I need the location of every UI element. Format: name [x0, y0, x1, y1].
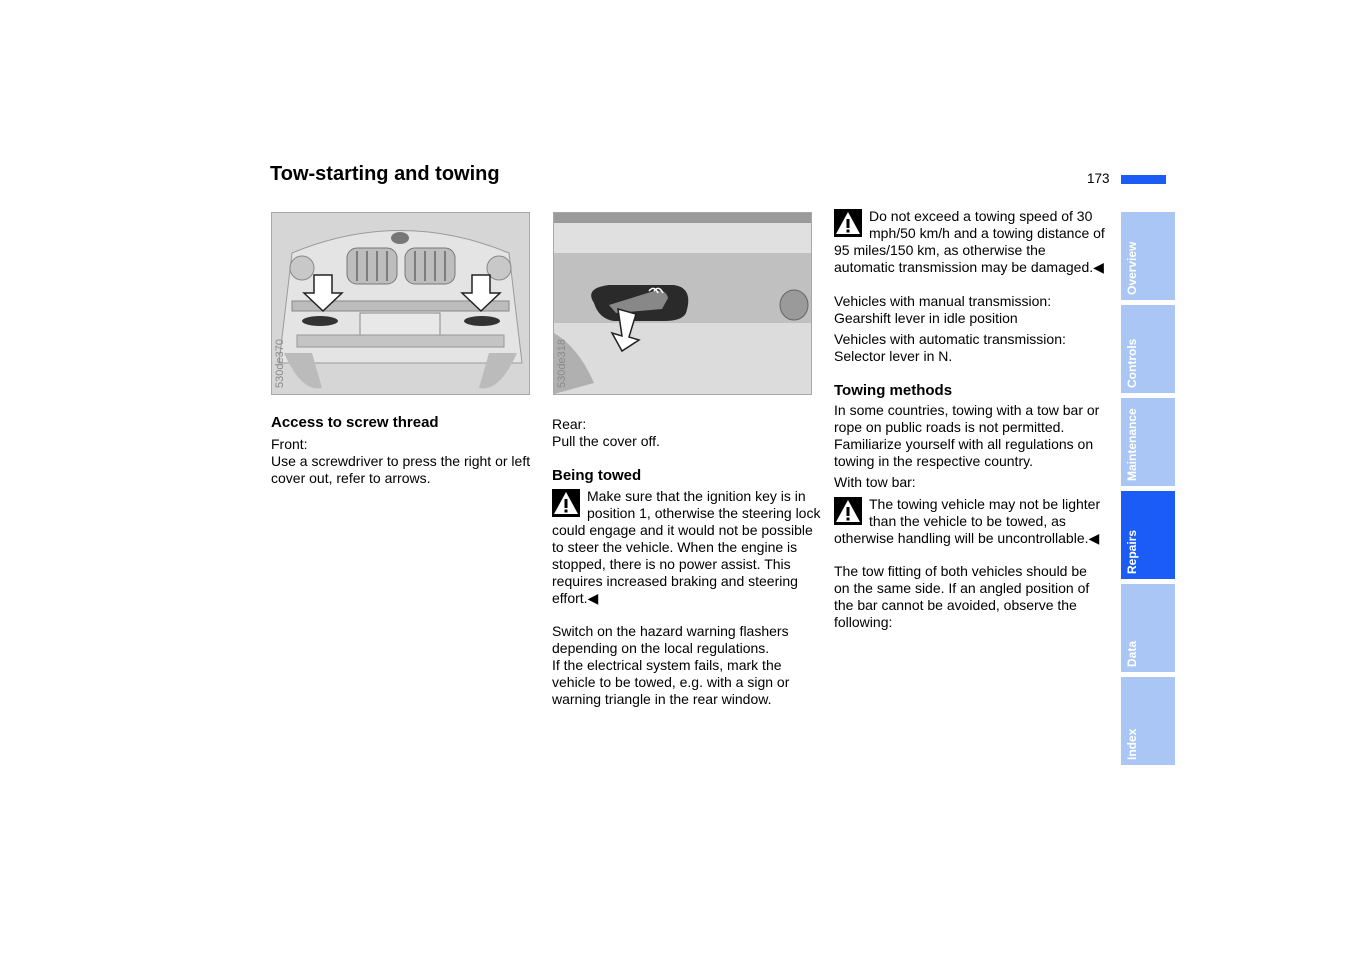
tab-repairs[interactable] [1121, 491, 1175, 579]
with-tow-bar-label: With tow bar: [834, 474, 916, 490]
front-bumper-figure [271, 212, 530, 395]
page-title: Tow-starting and towing [270, 163, 500, 185]
page-marker-bar [1121, 175, 1166, 184]
warning-speed-text: Do not exceed a towing speed of 30 mph/50 km/h and a towing distance of 95 miles/150 km, as otherwise the automatic transmission may be damaged.◀ [834, 208, 1105, 275]
front-bumper-illustration [272, 213, 529, 394]
automatic-transmission-text: Vehicles with automatic transmission: Selector lever in N. [834, 331, 1066, 364]
rear-instructions: Pull the cover off. [552, 433, 660, 449]
rear-label: Rear: [552, 416, 587, 432]
tab-label: Controls [1125, 338, 1139, 388]
tab-label: Maintenance [1125, 408, 1139, 481]
column-access [271, 414, 535, 487]
familiarize-text: Familiarize yourself with all regulations on towing in the respective country. [834, 436, 1094, 469]
tab-index[interactable] [1121, 677, 1175, 765]
tow-fitting-text: The tow fitting of both vehicles should be on the same side. If an angled position of the bar cannot be avoided, observe the following: [834, 563, 1090, 630]
warning-speed [834, 208, 1106, 276]
warning-vehicle-weight [834, 496, 1106, 547]
warning-vehicle-weight-text: The towing vehicle may not be lighter than the vehicle to be towed, as otherwise handling will be uncontrollable.◀ [834, 496, 1101, 546]
hazard-flashers-text: Switch on the hazard warning flashers depending on the local regulations. [552, 623, 789, 656]
tab-label: Repairs [1125, 529, 1139, 574]
warning-triangle-icon [834, 497, 862, 525]
front-label: Front: [271, 436, 308, 452]
manual-transmission-text: Vehicles with manual transmission: Gearshift lever in idle position [834, 293, 1052, 326]
regulations-text: In some countries, towing with a tow bar or rope on public roads is not permitted. [834, 402, 1100, 435]
column-being-towed [552, 416, 821, 708]
tab-controls[interactable] [1121, 305, 1175, 393]
warning-triangle-icon [552, 489, 580, 517]
section-tabs [1121, 212, 1175, 770]
warning-ignition [552, 488, 821, 607]
rear-bumper-figure [553, 212, 812, 395]
tab-maintenance[interactable] [1121, 398, 1175, 486]
tab-overview[interactable] [1121, 212, 1175, 300]
heading-being-towed: Being towed [552, 467, 642, 484]
warning-triangle-icon [834, 209, 862, 237]
tab-label: Overview [1125, 241, 1139, 295]
figure-code: 530de318 [556, 339, 568, 388]
heading-access-screw-thread: Access to screw thread [271, 414, 439, 431]
tab-label: Index [1125, 728, 1139, 760]
heading-towing-methods: Towing methods [834, 382, 953, 399]
warning-ignition-text: Make sure that the ignition key is in position 1, otherwise the steering lock could engage and it would not be possible to steer the vehicle. When the engine is stopped, there is no power assist. This requires increased braking and steering effort.◀ [552, 488, 821, 606]
column-towing-methods [834, 208, 1106, 631]
figure-code: 530de370 [274, 339, 286, 388]
tab-label: Data [1125, 640, 1139, 667]
front-instructions: Use a screwdriver to press the right or left cover out, refer to arrows. [271, 453, 531, 486]
rear-bumper-illustration [554, 213, 811, 394]
electrical-failure-text: If the electrical system fails, mark the vehicle to be towed, e.g. with a sign or warning triangle in the rear window. [552, 657, 790, 707]
tab-data[interactable] [1121, 584, 1175, 672]
page-number: 173 [1087, 171, 1110, 186]
